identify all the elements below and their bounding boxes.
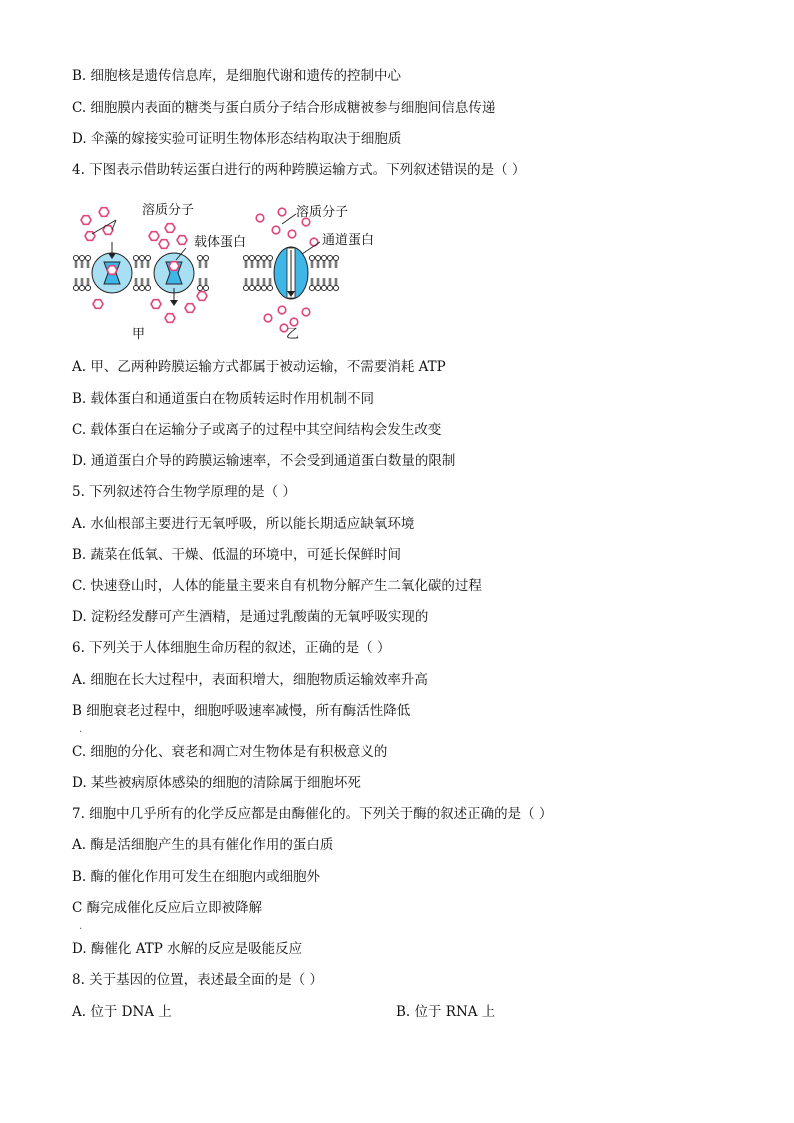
option-5a: A. 水仙根部主要进行无氧呼吸，所以能长期适应缺氧环境 [72, 516, 415, 532]
option-7b: B. 酶的催化作用可发生在细胞内或细胞外 [72, 869, 321, 885]
membrane-transport-figure [70, 196, 390, 346]
option-7d: D. 酶催化 ATP 水解的反应是吸能反应 [72, 941, 303, 957]
option-3c: C. 细胞膜内表面的糖类与蛋白质分子结合形成糖被参与细胞间信息传递 [72, 100, 496, 116]
option-6d: D. 某些被病原体感染的细胞的清除属于细胞坏死 [72, 775, 361, 791]
channel-protein [274, 247, 308, 299]
option-6a: A. 细胞在长大过程中，表面积增大，细胞物质运输效率升高 [72, 672, 428, 688]
option-8a: A. 位于 DNA 上 [72, 1004, 172, 1020]
option-5c: C. 快速登山时，人体的能量主要来自有机物分解产生二氧化碳的过程 [72, 578, 482, 594]
option-5d: D. 淀粉经发酵可产生酒精，是通过乳酸菌的无氧呼吸实现的 [72, 609, 429, 625]
question-5: 5. 下列叙述符合生物学原理的是（ ） [72, 484, 296, 500]
question-8: 8. 关于基因的位置，表述最全面的是（ ） [72, 972, 323, 988]
label-channel-protein: 通道蛋白 [322, 233, 375, 248]
option-3d: D. 伞藻的嫁接实验可证明生物体形态结构取决于细胞质 [72, 131, 402, 147]
option-4d: D. 通道蛋白介导的跨膜运输速率，不会受到通道蛋白数量的限制 [72, 453, 456, 469]
question-6: 6. 下列关于人体细胞生命历程的叙述，正确的是（ ） [72, 640, 391, 656]
label-solute-left: 溶质分子 [142, 203, 195, 218]
label-carrier-protein: 载体蛋白 [194, 235, 247, 250]
question-4: 4. 下图表示借助转运蛋白进行的两种跨膜运输方式。下列叙述错误的是（ ） [72, 162, 526, 178]
label-jia: 甲 [132, 327, 146, 342]
option-5b: B. 蔬菜在低氧、干燥、低温的环境中，可延长保鲜时间 [72, 547, 402, 563]
option-7a: A. 酶是活细胞产生的具有催化作用的蛋白质 [72, 837, 334, 853]
option-6b: B 细胞衰老过程中，细胞呼吸速率减慢，所有酶活性降低 [72, 703, 411, 719]
option-3b: B. 细胞核是遗传信息库，是细胞代谢和遗传的控制中心 [72, 68, 402, 84]
option-6c: C. 细胞的分化、衰老和凋亡对生物体是有积极意义的 [72, 744, 388, 760]
option-4c: C. 载体蛋白在运输分子或离子的过程中其空间结构会发生改变 [72, 422, 442, 438]
option-4b: B. 载体蛋白和通道蛋白在物质转运时作用机制不同 [72, 391, 375, 407]
option-8b: B. 位于 RNA 上 [396, 1004, 496, 1020]
label-yi: 乙 [286, 327, 300, 342]
option-4a: A. 甲、乙两种跨膜运输方式都属于被动运输，不需要消耗 ATP [72, 359, 446, 375]
option-7c: C 酶完成催化反应后立即被降解 [72, 900, 263, 916]
label-solute-right: 溶质分子 [296, 205, 349, 220]
question-7: 7. 细胞中几乎所有的化学反应都是由酶催化的。下列关于酶的叙述正确的是（ ） [72, 806, 553, 822]
carrier-protein-2 [154, 253, 194, 306]
